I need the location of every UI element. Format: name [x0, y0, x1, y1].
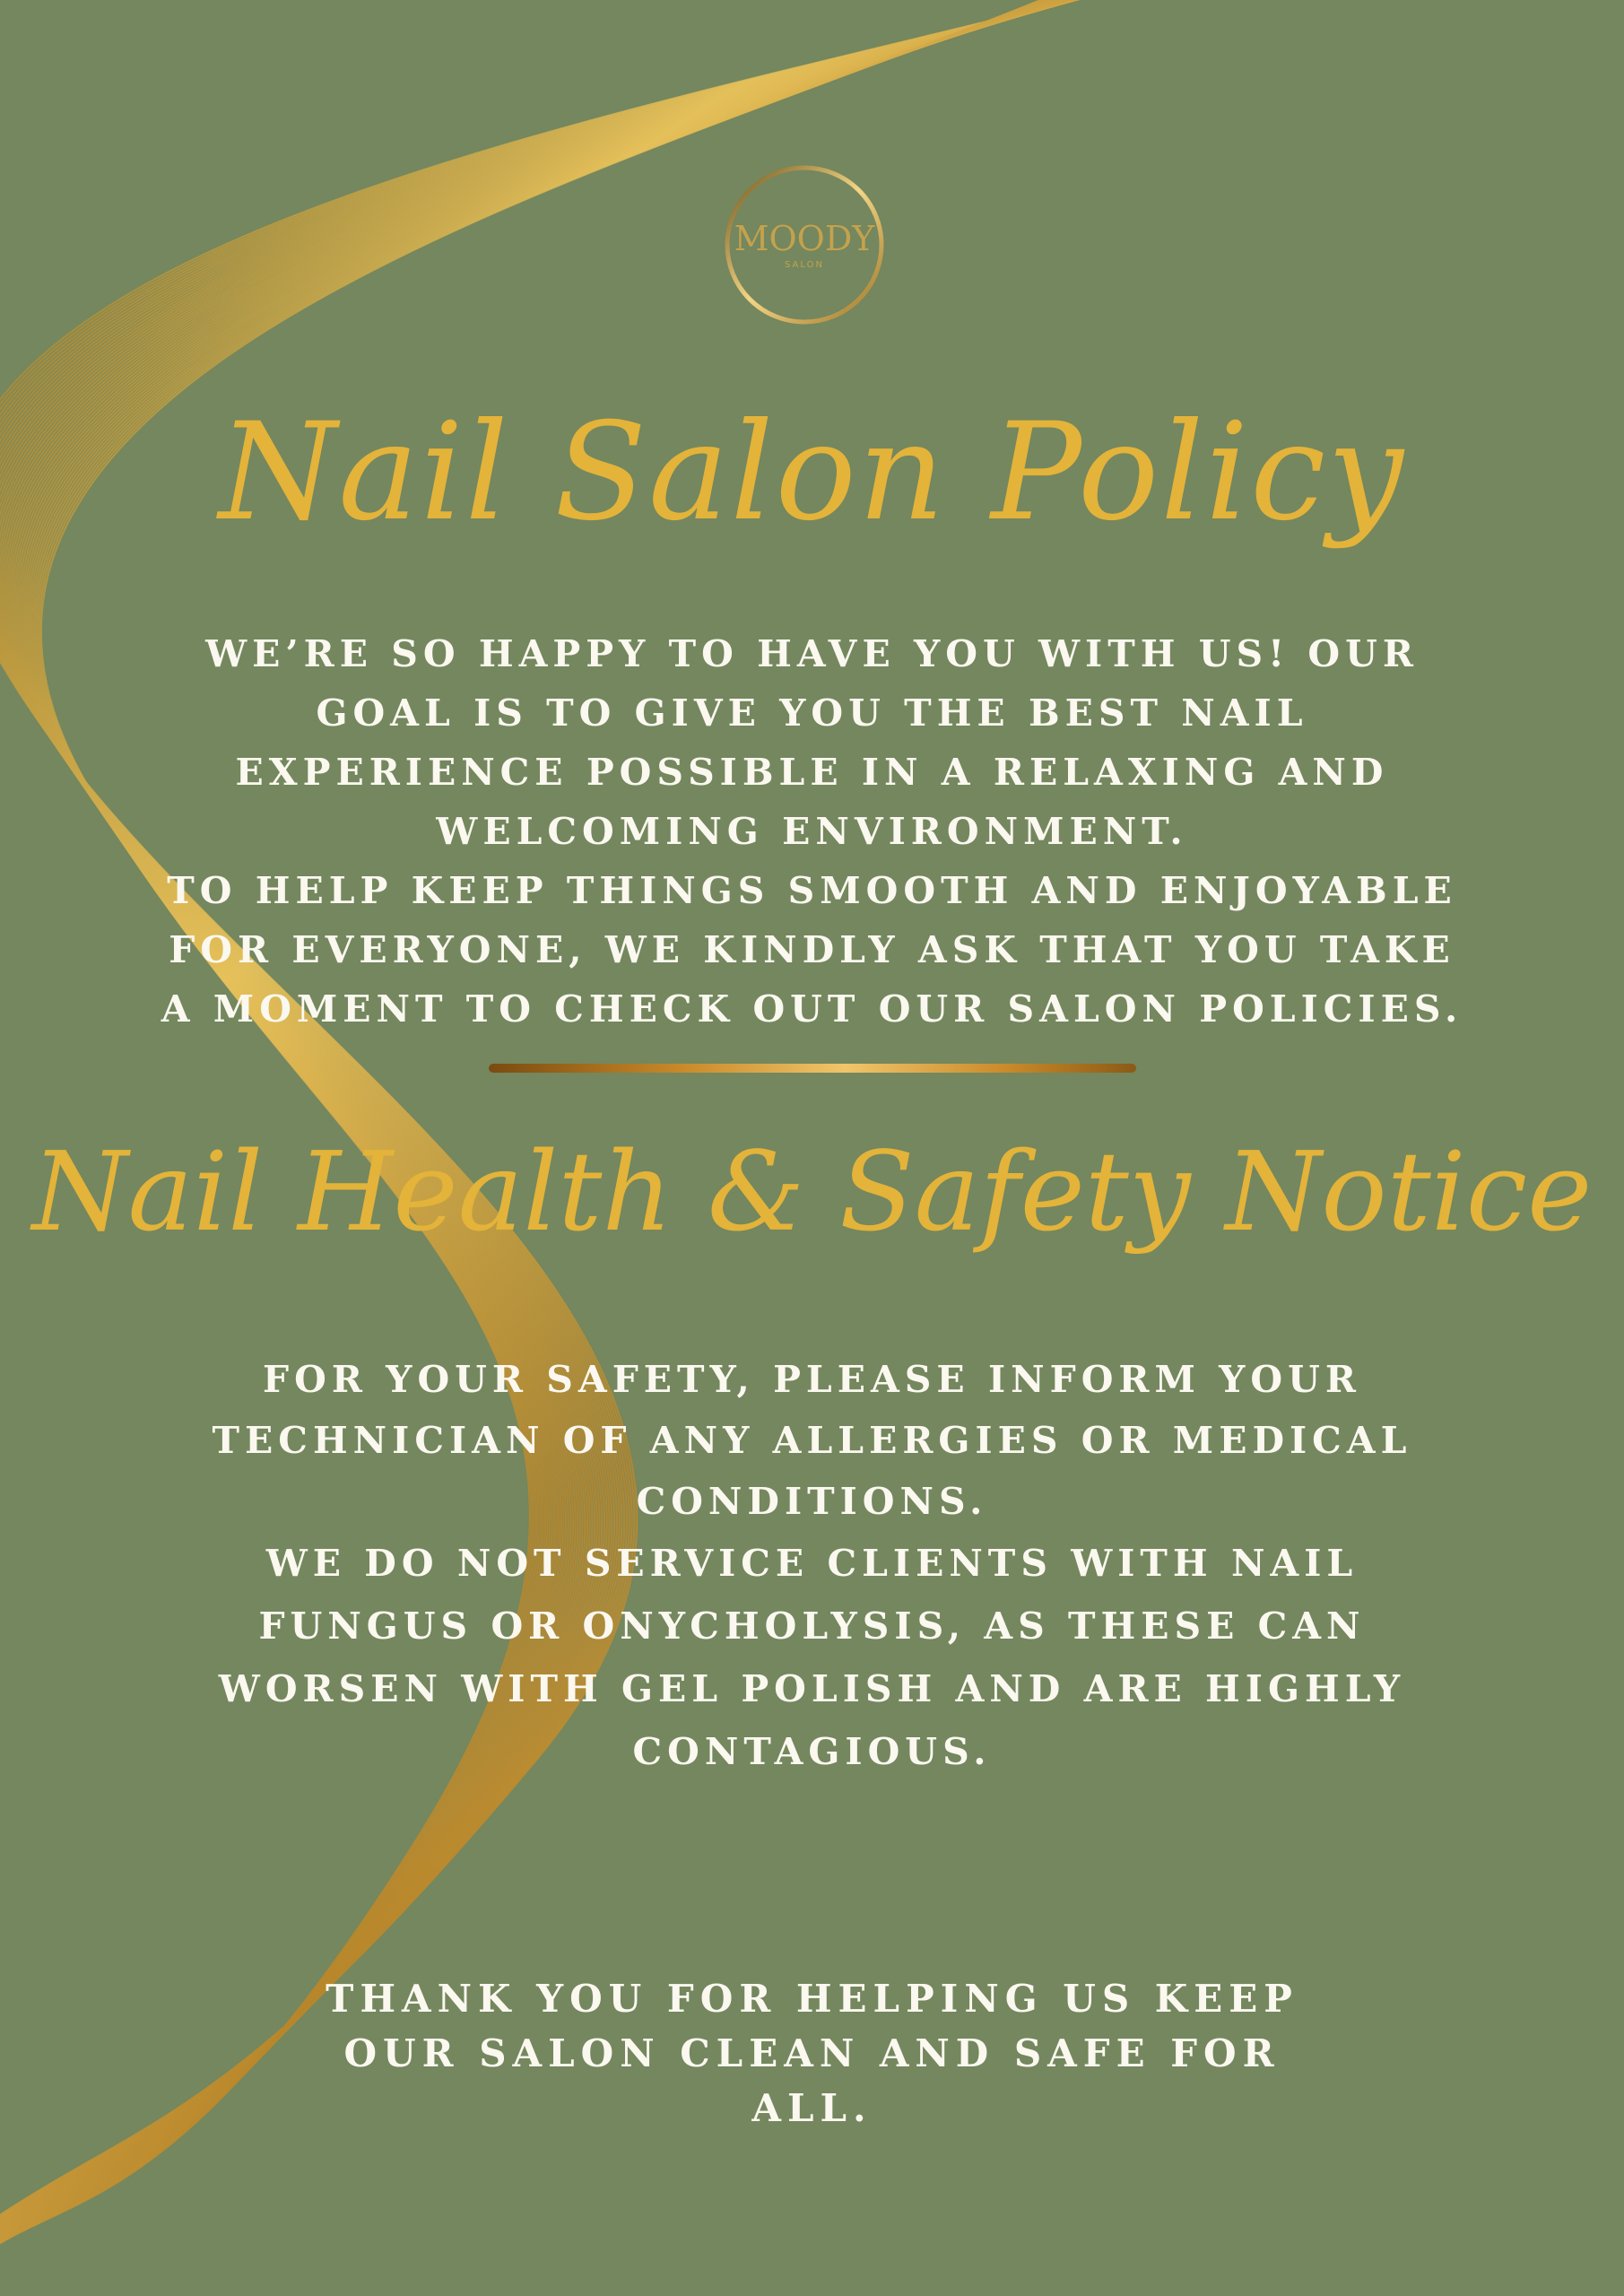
notice-line: FOR YOUR SAFETY, PLEASE INFORM YOUR: [263, 1358, 1361, 1401]
intro-line: GOAL IS TO GIVE YOU THE BEST NAIL: [316, 691, 1308, 735]
notice-line: CONTAGIOUS.: [632, 1730, 992, 1773]
salon-logo: [723, 163, 886, 326]
intro-line: EXPERIENCE POSSIBLE IN A RELAXING AND: [235, 751, 1389, 794]
gold-divider: [489, 1064, 1136, 1073]
intro-line: A MOMENT TO CHECK OUT OUR SALON POLICIES.: [161, 987, 1463, 1031]
intro-line: WE’RE SO HAPPY TO HAVE YOU WITH US! OUR: [205, 632, 1419, 675]
notice-line: TECHNICIAN OF ANY ALLERGIES OR MEDICAL: [212, 1419, 1412, 1462]
thanks-line: OUR SALON CLEAN AND SAFE FOR: [343, 2031, 1281, 2075]
intro-line: FOR EVERYONE, WE KINDLY ASK THAT YOU TAKE: [169, 928, 1455, 971]
notice-line: WORSEN WITH GEL POLISH AND ARE HIGHLY: [218, 1667, 1406, 1710]
thanks-paragraph: [0, 1971, 1624, 2135]
intro-paragraph: [0, 624, 1624, 1039]
safety-paragraph: [0, 1349, 1624, 1783]
policy-heading: Nail Salon Policy: [219, 395, 1405, 551]
thanks-line: ALL.: [751, 2086, 873, 2130]
logo-subtitle: SALON: [785, 260, 824, 270]
intro-line: TO HELP KEEP THINGS SMOOTH AND ENJOYABLE: [167, 869, 1457, 912]
safety-heading: Nail Health & Safety Notice: [31, 1128, 1593, 1256]
thanks-line: THANK YOU FOR HELPING US KEEP: [326, 1977, 1298, 2021]
notice-line: WE DO NOT SERVICE CLIENTS WITH NAIL: [265, 1542, 1359, 1585]
logo-name: MOODY: [734, 219, 875, 258]
notice-line: CONDITIONS.: [636, 1480, 988, 1523]
notice-line: FUNGUS OR ONYCHOLYSIS, AS THESE CAN: [258, 1605, 1366, 1648]
intro-line: WELCOMING ENVIRONMENT.: [436, 810, 1188, 853]
